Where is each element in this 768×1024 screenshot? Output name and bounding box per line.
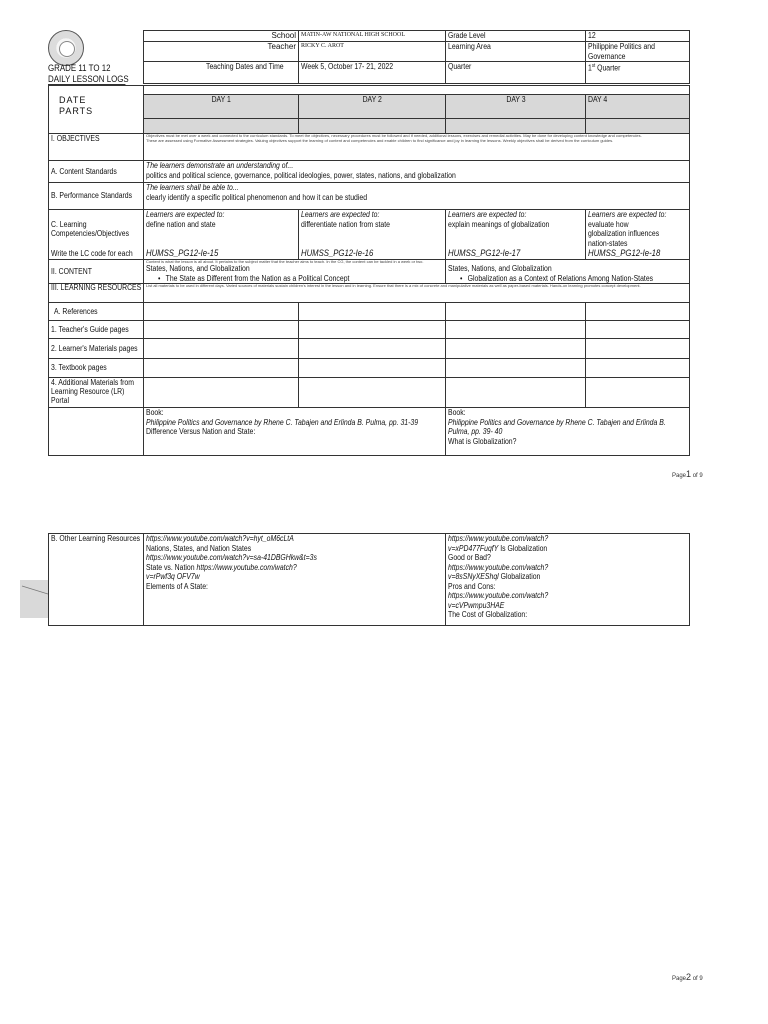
left-link-2[interactable]: https://www.youtube.com/watch?v=sa-41DBGHkw&t=3s	[146, 553, 317, 562]
performance-standards-text: clearly identify a specific political phenomenon and how it can be studied	[146, 192, 368, 202]
day2-header: DAY 2	[362, 95, 382, 104]
content-standards-label: A. Content Standards	[51, 166, 117, 176]
lc-code-day1: HUMSS_PG12-Ie-15	[146, 248, 219, 258]
objectives-note-1: Objectives must be met over a week and connected to the curriculum standards. To meet the objectives, necessary procedures must be followed and if needed, additional lessons, exercises and remedial activities. May be done for developing content knowledge and competencies.	[146, 133, 642, 138]
lc-day2: differentiate nation from state	[301, 219, 390, 229]
performance-standards-intro: The learners shall be able to...	[146, 183, 239, 192]
content-right-bullet: • Globalization as a Context of Relations Among Nation-States	[448, 274, 653, 284]
day1-header: DAY 1	[211, 95, 231, 104]
textbook-label: 3. Textbook pages	[51, 363, 107, 373]
performance-standards-label: B. Performance Standards	[51, 191, 133, 201]
right-text-3: The Cost of Globalization:	[448, 610, 528, 619]
right-text-1: Is Globalization	[500, 543, 548, 553]
deped-seal-icon	[48, 30, 84, 66]
learning-resources-note: List all materials to be used in different days. Varied sources of materials sustain children's interest in the lesson and in learning. Ensure that there is a mix of concrete and manipulative materials as well as paper-based materials. Hands-on learning promotes concept development.	[146, 283, 641, 288]
left-text-1: Nations, States, and Nation States	[146, 543, 252, 553]
right-link-3a[interactable]: https://www.youtube.com/watch?	[448, 591, 549, 600]
quarter-value: 1st Quarter	[588, 63, 621, 73]
lc-code-label: Write the LC code for each	[51, 248, 133, 258]
school-value: MATIN-AW NATIONAL HIGH SCHOOL	[301, 32, 406, 38]
other-resources-table	[48, 533, 690, 626]
left-text-2: State vs. Nation	[146, 562, 195, 572]
page-2-footer: Page2 of 9	[672, 972, 703, 982]
lc-expected-day1: Learners are expected to:	[146, 210, 225, 219]
objectives-label: I. OBJECTIVES	[51, 134, 100, 143]
content-left-bullet: • The State as Different from the Nation as a Political Concept	[146, 274, 349, 284]
lc-code-day3: HUMSS_PG12-Ie-17	[448, 248, 521, 258]
left-text-3: Elements of A State:	[146, 581, 208, 591]
day3-header: DAY 3	[505, 95, 526, 104]
right-text-1b: Good or Bad?	[448, 553, 491, 562]
book-right-title: Philippine Politics and Governance by Rhene C. Tabajen and Erlinda B. Pulma, pp. 39- 40	[448, 417, 666, 436]
additional-materials-label: 4. Additional Materials from Learning Resource (LR) Portal	[51, 378, 134, 405]
teachers-guide-label: 1. Teacher's Guide pages	[51, 324, 129, 334]
right-link-2a[interactable]: https://www.youtube.com/watch?	[448, 562, 549, 572]
right-link-3b[interactable]: v=cVPwmpu3HAE	[448, 600, 505, 610]
date-parts-label: DATE PARTS	[59, 94, 94, 116]
book-left-text: Difference Versus Nation and State:	[146, 427, 256, 436]
references-label: A. References	[54, 306, 98, 316]
school-label: School	[271, 31, 296, 40]
lesson-log-table	[48, 85, 690, 456]
grade-title: GRADE 11 TO 12	[48, 63, 111, 73]
grade-level-value: 12	[588, 31, 596, 40]
left-link-1[interactable]: https://www.youtube.com/watch?v=hyt_oM6cLtA	[146, 534, 294, 543]
right-link-1a[interactable]: https://www.youtube.com/watch?	[448, 534, 549, 543]
grade-level-label: Grade Level	[448, 31, 486, 40]
content-standards-intro: The learners demonstrate an understanding of...	[146, 161, 294, 170]
book-right-text: What is Globalization?	[448, 436, 517, 446]
page-tab-line-icon	[20, 580, 48, 618]
content-standards-text: politics and political science, governance, political ideologies, power, states, nations, and globalization	[146, 170, 456, 180]
lc-day4: evaluate how globalization influences nation-states	[588, 219, 660, 248]
objectives-note-2: These are assessed using Formative Assessment strategies. Valuing objectives support the learning of content and competencies and enable children to find significance and joy in learning the lessons. Weekly objectives shall be derived from the curriculum guides.	[146, 137, 614, 143]
header-table	[143, 30, 690, 84]
book-label-left: Book:	[146, 408, 164, 417]
content-label: II. CONTENT	[51, 266, 92, 276]
book-left-title: Philippine Politics and Governance by Rhene C. Tabajen and Erlinda B. Pulma, pp. 31-39	[146, 417, 419, 427]
right-text-2b: Pros and Cons:	[448, 581, 496, 591]
other-resources-label: B. Other Learning Resources	[51, 534, 141, 543]
lc-expected-day4: Learners are expected to:	[588, 210, 667, 219]
content-right-title: States, Nations, and Globalization	[448, 264, 552, 273]
dates-label: Teaching Dates and Time	[205, 62, 284, 71]
left-link-3b[interactable]: v=rPwf3q OFV7w	[146, 572, 200, 581]
lc-code-day2: HUMSS_PG12-Ie-16	[301, 248, 374, 258]
learners-materials-label: 2. Learner's Materials pages	[51, 343, 138, 353]
dll-title: DAILY LESSON LOGS	[48, 74, 129, 84]
page-1-footer: Page1 of 9	[672, 469, 703, 479]
learning-resources-label: III. LEARNING RESOURCES	[51, 283, 142, 292]
content-note: Content is what the lesson is all about. It pertains to the subject matter that the teacher aims to teach. In the CG, the content can be tackled in a week or two.	[146, 260, 424, 264]
lc-code-day4: HUMSS_PG12-Ie-18	[588, 248, 661, 258]
learning-area-value: Philippine Politics and Governance	[588, 42, 655, 61]
lc-expected-day2: Learners are expected to:	[301, 210, 380, 219]
day4-header: DAY 4	[588, 95, 608, 104]
teacher-label: Teacher	[267, 42, 296, 51]
right-link-2b[interactable]: v=8sSNyXEShql	[448, 572, 499, 581]
teacher-value: RICKY C. AROT	[301, 43, 344, 49]
dates-value: Week 5, October 17- 21, 2022	[301, 62, 394, 71]
right-link-1b[interactable]: v=xPD477FuqfY	[448, 543, 499, 553]
lc-day3: explain meanings of globalization	[448, 219, 550, 229]
learning-area-label: Learning Area	[448, 42, 491, 51]
lc-day1: define nation and state	[146, 219, 216, 229]
book-label-right: Book:	[448, 408, 466, 417]
lc-expected-day3: Learners are expected to:	[448, 210, 527, 219]
learning-competencies-label: C. Learning Competencies/Objectives	[51, 219, 130, 239]
quarter-label: Quarter	[448, 62, 472, 71]
left-link-3a[interactable]: https://www.youtube.com/watch?	[196, 562, 297, 572]
right-text-2: Globalization	[500, 572, 541, 581]
page-tab-shape	[20, 580, 48, 618]
content-left-title: States, Nations, and Globalization	[146, 264, 250, 273]
